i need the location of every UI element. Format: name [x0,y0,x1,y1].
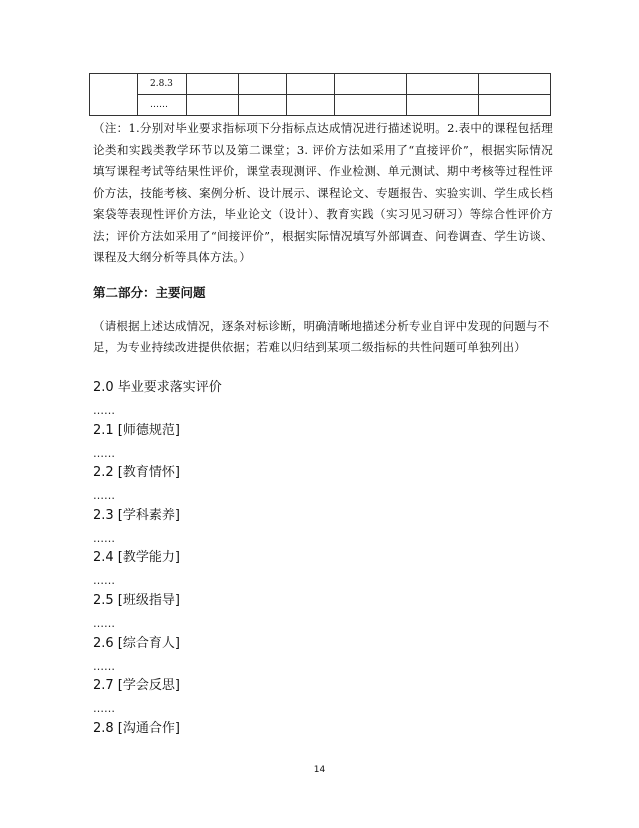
list-item [93,548,222,591]
table-cell [239,95,287,116]
table-cell [479,74,551,95]
item-placeholder: …… [93,531,115,545]
table-cell-label: 2.8.3 [138,74,187,95]
item-placeholder: …… [93,446,115,460]
table-row [90,95,551,116]
item-placeholder: …… [93,574,115,588]
table-cell [335,95,407,116]
table-row [90,74,551,95]
list-item [93,378,222,421]
table-cell [287,95,335,116]
list-item [93,421,222,464]
table-cell [90,74,138,116]
list-item [93,676,222,719]
table-note: （注：1.分别对毕业要求指标项下分指标点达成情况进行描述说明。2.表中的课程包括理论类和实践类教学环节以及第二课堂；3. 评价方法如采用了“直接评价”，根据实际情况填写课程考试等结果性评价，课堂表现测评、作业检测、单元测试、期中考核等过程性评价方法，技能考核、案例分析、设计展示、课程论文、专题报告、实验实训、学生成长档案袋等表现性评价方法，毕业论文（设计）、教育实践（实习见习研习）等综合性评价方法；评价方法如采用了“间接评价”，根据实际情况填写外部调查、问卷调查、学生访谈、课程及大纲分析等具体方法。） [93,121,553,264]
item-heading: 2.7 [学会反思] [93,678,180,694]
table-cell-label: …… [138,95,187,116]
item-heading: 2.1 [师德规范] [93,422,180,438]
item-heading: 2.3 [学科素养] [93,507,180,523]
table-cell [407,95,479,116]
section-instruction: （请根据上述达成情况，逐条对标诊断，明确清晰地描述分析专业自评中发现的问题与不足，为专业持续改进提供依据；若难以归结到某项二级指标的共性问题可单独列出） [93,319,550,354]
page-number: 14 [313,765,326,775]
item-heading: 2.5 [班级指导] [93,592,180,608]
table-cell [187,95,239,116]
table-cell [239,74,287,95]
item-placeholder: …… [93,489,115,503]
item-placeholder: …… [93,404,115,417]
item-placeholder: …… [93,702,115,716]
table-cell [187,74,239,95]
item-heading: 2.8 [沟通合作] [93,720,180,736]
list-item [93,719,222,762]
item-heading: 2.0 毕业要求落实评价 [93,380,222,395]
table-cell [287,74,335,95]
list-item [93,463,222,506]
indicator-table-fragment [89,73,551,116]
table-cell [407,74,479,95]
list-item [93,506,222,549]
item-heading: 2.2 [教育情怀] [93,465,180,481]
item-heading: 2.4 [教学能力] [93,550,180,566]
problem-list [93,378,222,761]
section-title: 第二部分：主要问题 [93,285,206,300]
item-placeholder: …… [93,659,115,673]
item-placeholder: …… [93,616,115,630]
list-item [93,634,222,677]
table-cell [479,95,551,116]
table-cell [335,74,407,95]
item-heading: 2.6 [综合育人] [93,635,180,651]
list-item [93,591,222,634]
